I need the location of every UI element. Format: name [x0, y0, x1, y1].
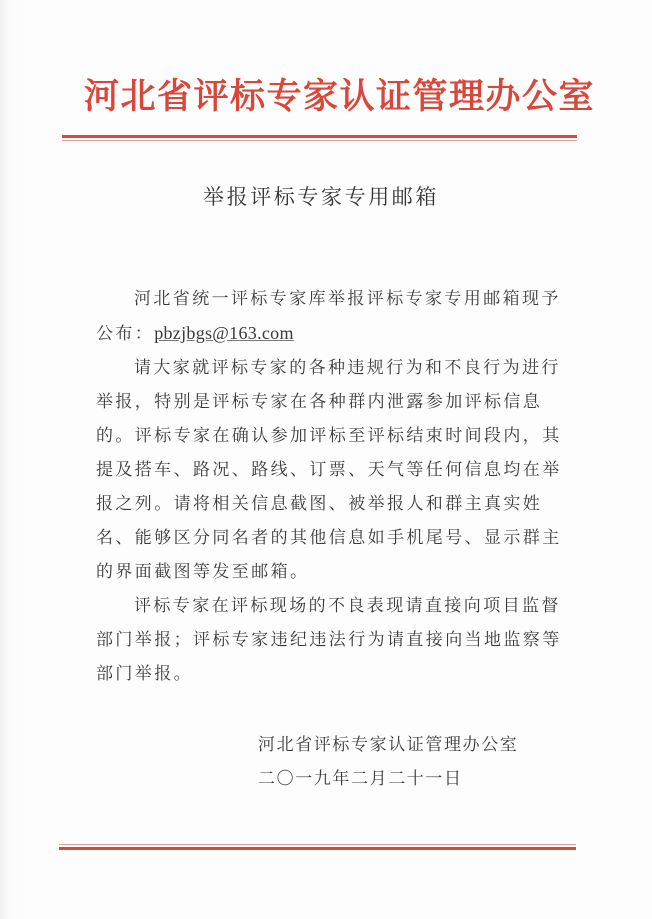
letterhead-thin-rule — [62, 140, 577, 141]
document-body — [96, 282, 566, 691]
document-title: 举报评标专家专用邮箱 — [203, 185, 439, 209]
letterhead-organization-title: 河北省评标专家认证管理办公室 — [84, 76, 596, 117]
letterhead-thick-rule — [62, 135, 577, 138]
signature-block — [258, 728, 518, 796]
paragraph-announcement — [96, 282, 566, 351]
paragraph-reporting-instructions: 请大家就评标专家的各种违规行为和不良行为进行举报，特别是评标专家在各种群内泄露参加评标信息的。评标专家在确认参加评标至评标结束时间段内，其提及搭车、路况、路线、订票、天气等任何信息均在举报之列。请将相关信息截图、被举报人和群主真实姓名、能够区分同名者的其他信息如手机尾号、显示群主的界面截图等发至邮箱。 — [96, 358, 562, 582]
footer-thick-rule — [59, 847, 576, 850]
signature-date: 二〇一九年二月二十一日 — [258, 769, 463, 789]
report-email-link[interactable]: pbzjbgs@163.com — [154, 323, 294, 343]
paragraph-other-channels: 评标专家在评标现场的不良表现请直接向项目监督部门举报；评标专家违纪违法行为请直接向当地监察等部门举报。 — [96, 596, 562, 684]
signature-organization: 河北省评标专家认证管理办公室 — [258, 735, 519, 755]
announcement-text: 河北省统一评标专家库举报评标专家专用邮箱现予公布： — [96, 289, 561, 344]
footer-thin-rule — [59, 844, 576, 845]
